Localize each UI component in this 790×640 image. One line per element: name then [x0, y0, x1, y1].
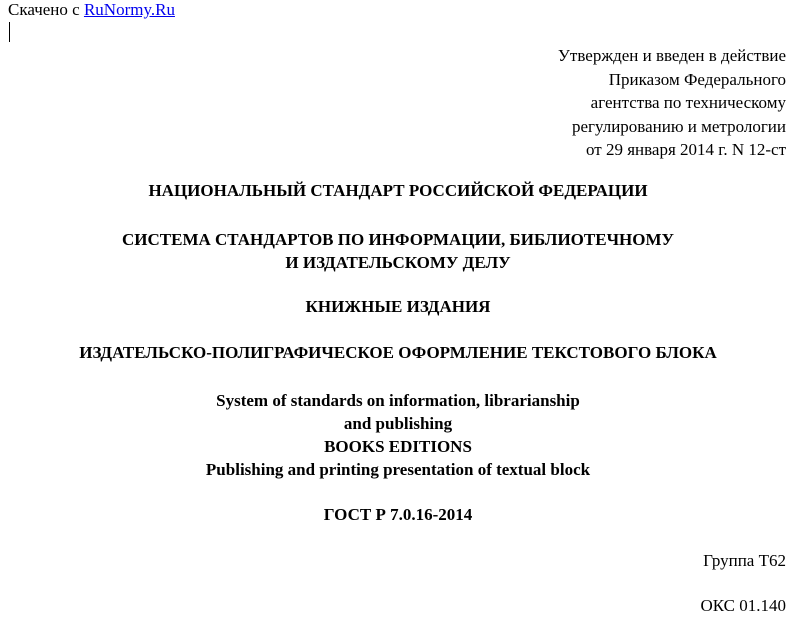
national-standard-text: НАЦИОНАЛЬНЫЙ СТАНДАРТ РОССИЙСКОЙ ФЕДЕРАЦИИ [148, 181, 648, 200]
english-title-line1: System of standards on information, librarianship [216, 391, 580, 410]
book-editions-text: КНИЖНЫЕ ИЗДАНИЯ [305, 297, 491, 316]
approval-block [558, 44, 786, 162]
system-title-line2: И ИЗДАТЕЛЬСКОМУ ДЕЛУ [285, 253, 511, 272]
approval-line: агентства по техническому [590, 93, 786, 112]
approval-line: от 29 января 2014 г. N 12-ст [585, 140, 786, 159]
national-standard-title [0, 180, 790, 202]
gost-number [0, 504, 790, 526]
group-code: Группа Т62 [703, 551, 786, 570]
approval-line: Утвержден и введен в действие [557, 46, 786, 65]
english-title-line4: Publishing and printing presentation of textual block [205, 460, 591, 479]
english-title-line3: BOOKS EDITIONS [324, 437, 472, 456]
download-prefix: Скачено с [8, 0, 80, 19]
runormy-link[interactable]: RuNormy.Ru [83, 0, 175, 19]
approval-line: Приказом Федерального [608, 69, 786, 89]
approval-line: регулированию и метрологии [571, 116, 786, 136]
text-cursor [9, 22, 10, 42]
publishing-design-text: ИЗДАТЕЛЬСКО-ПОЛИГРАФИЧЕСКОЕ ОФОРМЛЕНИЕ ТЕКСТОВОГО БЛОКА [79, 343, 717, 362]
english-title-block [0, 389, 790, 481]
oks-code: ОКС 01.140 [700, 596, 786, 615]
book-editions-title [0, 296, 790, 318]
gost-number-text: ГОСТ Р 7.0.16-2014 [323, 505, 473, 524]
system-title [0, 228, 790, 274]
download-source-line [8, 0, 175, 20]
system-title-line1: СИСТЕМА СТАНДАРТОВ ПО ИНФОРМАЦИИ, БИБЛИОТЕЧНОМУ [121, 230, 675, 249]
publishing-design-title [0, 342, 790, 364]
english-title-line2: and publishing [343, 414, 453, 433]
